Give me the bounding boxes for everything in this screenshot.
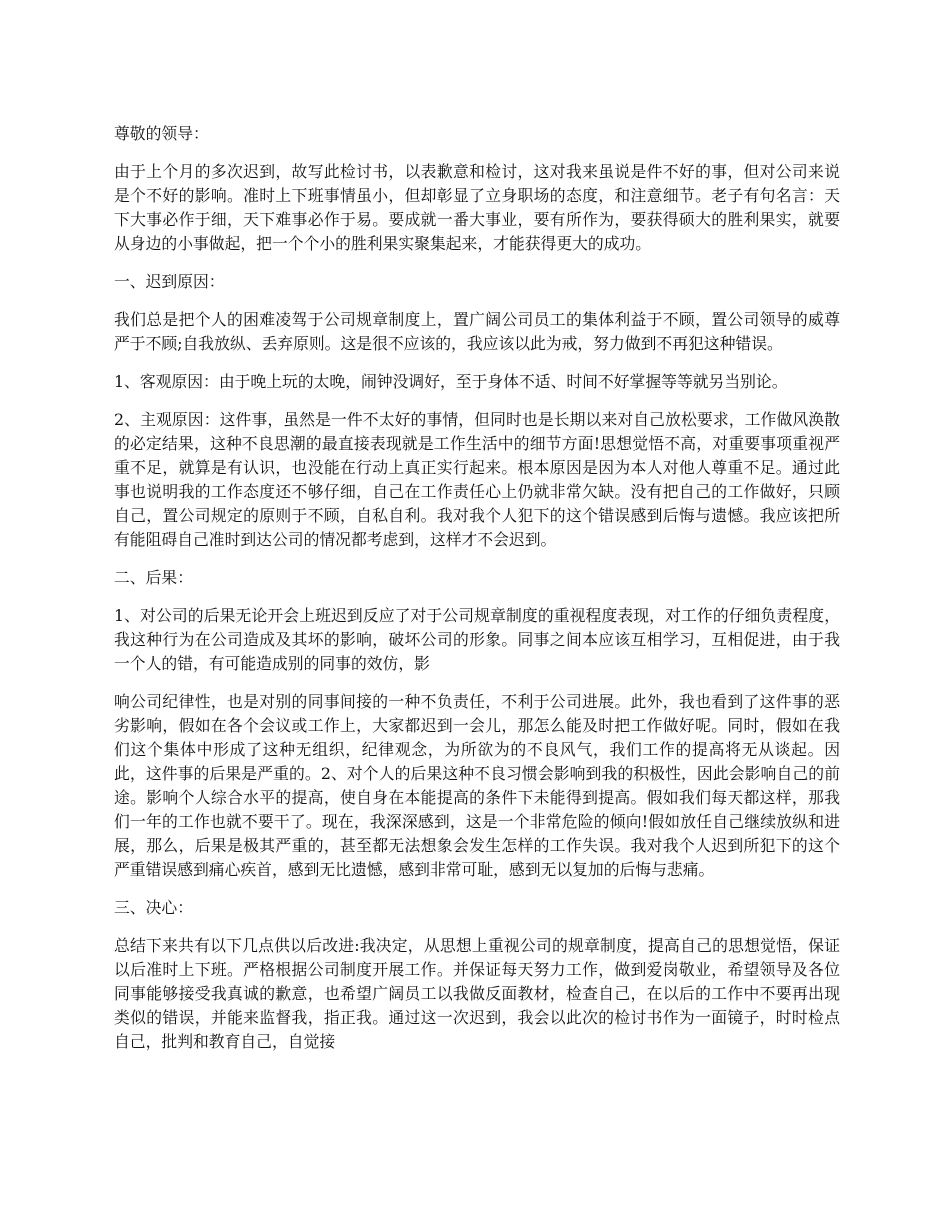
section-heading-consequences: 二、后果：: [114, 568, 193, 587]
consequences-paragraph-1: 1、对公司的后果无论开会上班迟到反应了对于公司规章制度的重视程度表现，对工作的仔细负责程度，我这种行为在公司造成及其坏的影响，破坏公司的形象。同事之间本应该互相学习，互相促进，由于我一个人的错，有可能造成别的同事的效仿，影: [114, 606, 840, 673]
section-heading-resolution: 三、决心：: [114, 898, 193, 917]
intro-paragraph: 由于上个月的多次迟到，故写此检讨书，以表歉意和检讨，这对我来虽说是件不好的事，但对公司来说是个不好的影响。准时上下班事情虽小，但却彰显了立身职场的态度，和注意细节。老子有句名言：天下大事必作于细，天下难事必作于易。要成就一番大事业，要有所作为，要获得硕大的胜利果实，就要从身边的小事做起，把一个个小的胜利果实聚集起来，才能获得更大的成功。: [114, 162, 840, 253]
consequences-paragraph-2: 响公司纪律性，也是对别的同事间接的一种不负责任，不利于公司进展。此外，我也看到了这件事的恶劣影响，假如在各个会议或工作上，大家都迟到一会儿，那怎么能及时把工作做好呢。同时，假如在我们这个集体中形成了这种无组织，纪律观念，为所欲为的不良风气，我们工作的提高将无从谈起。因此，这件事的后果是严重的。2、对个人的后果这种不良习惯会影响到我的积极性，因此会影响自己的前途。影响个人综合水平的提高，使自身在本能提高的条件下未能得到提高。假如我们每天都这样，那我们一年的工作也就不要干了。现在，我深深感到，这是一个非常危险的倾向!假如放任自己继续放纵和进展，那么，后果是极其严重的，甚至都无法想象会发生怎样的工作失误。我对我个人迟到所犯下的这个严重错误感到痛心疾首，感到无比遗憾，感到非常可耻，感到无以复加的后悔与悲痛。: [114, 692, 840, 879]
document-page: [114, 122, 840, 1068]
salutation: 尊敬的领导：: [114, 124, 209, 143]
reasons-paragraph: 我们总是把个人的困难凌驾于公司规章制度上，置广阔公司员工的集体利益于不顾，置公司领导的威尊严于不顾;自我放纵、丢弃原则。这是很不应该的，我应该以此为戒，努力做到不再犯这种错误。: [114, 310, 840, 353]
objective-reason-paragraph: 1、客观原因：由于晚上玩的太晚，闹钟没调好，至于身体不适、时间不好掌握等等就另当别论。: [114, 372, 788, 391]
resolution-paragraph: 总结下来共有以下几点供以后改进:我决定，从思想上重视公司的规章制度，提高自己的思想觉悟，保证以后准时上下班。严格根据公司制度开展工作。并保证每天努力工作，做到爱岗敬业，希望领导及各位同事能够接受我真诚的歉意，也希望广阔员工以我做反面教材，检查自己，在以后的工作中不要再出现类似的错误，并能来监督我，指正我。通过这一次迟到，我会以此次的检讨书作为一面镜子，时时检点自己，批判和教育自己，自觉接: [114, 936, 840, 1051]
subjective-reason-paragraph: 2、主观原因：这件事，虽然是一件不太好的事情，但同时也是长期以来对自己放松要求，工作做风涣散的必定结果，这种不良思潮的最直接表现就是工作生活中的细节方面!思想觉悟不高，对重要事项重视严重不足，就算是有认识，也没能在行动上真正实行起来。根本原因是因为本人对他人尊重不足。通过此事也说明我的工作态度还不够仔细，自己在工作责任心上仍就非常欠缺。没有把自己的工作做好，只顾自己，置公司规定的原则于不顾，自私自利。我对我个人犯下的这个错误感到后悔与遗憾。我应该把所有能阻碍自己准时到达公司的情况都考虑到，这样才不会迟到。: [114, 410, 840, 549]
section-heading-reasons: 一、迟到原因：: [114, 272, 225, 291]
